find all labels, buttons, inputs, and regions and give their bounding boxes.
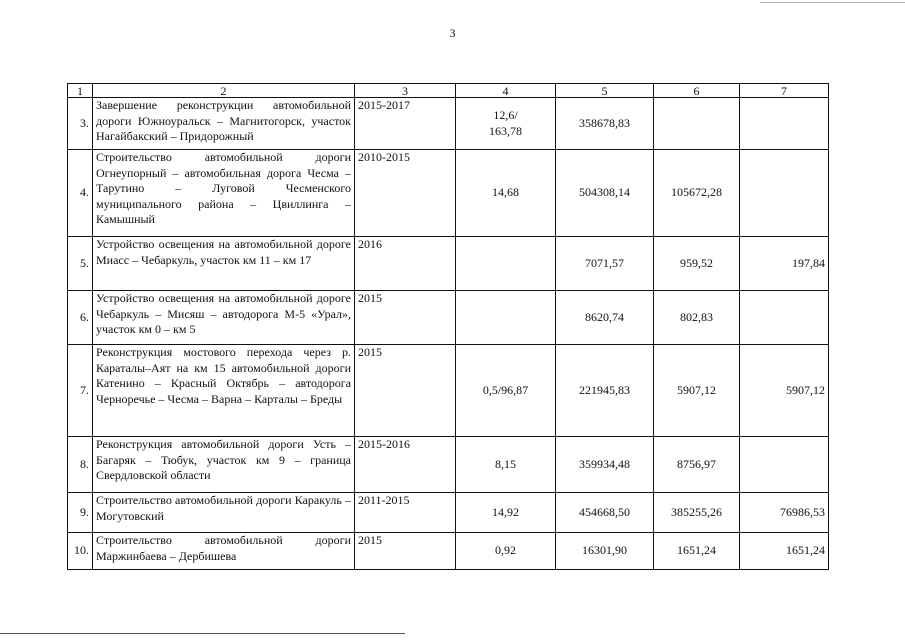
- value-col-7: [740, 291, 829, 345]
- project-length: 8,15: [456, 437, 556, 493]
- project-name: Завершение реконструкции автомобильной дороги Южноуральск – Магнитогорск, участок Нагайбакский – Придорожный: [93, 98, 355, 150]
- value-col-5: 359934,48: [556, 437, 654, 493]
- header-cell-5: 5: [556, 84, 654, 98]
- row-number: 7.: [68, 345, 93, 437]
- row-number: 8.: [68, 437, 93, 493]
- length-part-1: 12,6/: [493, 107, 518, 122]
- value-col-7: [740, 437, 829, 493]
- table-row: [68, 291, 829, 345]
- project-name: Устройство освещения на автомобильной дороге Миасс – Чебаркуль, участок км 11 – км 17: [93, 237, 355, 291]
- table-row: [68, 237, 829, 291]
- value-col-5: 221945,83: [556, 345, 654, 437]
- header-row: [68, 84, 829, 98]
- project-length: [456, 98, 556, 150]
- value-col-6: 1651,24: [654, 533, 740, 570]
- value-col-7: [740, 98, 829, 150]
- project-name: Строительство автомобильной дороги Маржинбаева – Дербишева: [93, 533, 355, 570]
- project-length: 14,92: [456, 493, 556, 533]
- header-cell-1: 1: [68, 84, 93, 98]
- project-name: Устройство освещения на автомобильной дороге Чебаркуль – Мисяш – автодорога М-5 «Урал», участок км 0 – км 5: [93, 291, 355, 345]
- value-col-7: 5907,12: [740, 345, 829, 437]
- value-col-5: 16301,90: [556, 533, 654, 570]
- page-number: 3: [449, 26, 456, 40]
- value-col-5: 358678,83: [556, 98, 654, 150]
- projects-table: [67, 83, 829, 570]
- header-cell-4: 4: [456, 84, 556, 98]
- value-col-6: 105672,28: [654, 150, 740, 237]
- value-col-7: 1651,24: [740, 533, 829, 570]
- project-years: 2015-2017: [355, 98, 456, 150]
- row-number: 4.: [68, 150, 93, 237]
- header-cell-7: 7: [740, 84, 829, 98]
- row-number: 9.: [68, 493, 93, 533]
- table-row: [68, 98, 829, 150]
- project-years: 2016: [355, 237, 456, 291]
- value-col-7: 76986,53: [740, 493, 829, 533]
- value-col-7: 197,84: [740, 237, 829, 291]
- project-name: Строительство автомобильной дороги Каракуль – Могутовский: [93, 493, 355, 533]
- project-years: 2011-2015: [355, 493, 456, 533]
- value-col-7: [740, 150, 829, 237]
- project-length: [456, 237, 556, 291]
- value-col-5: 504308,14: [556, 150, 654, 237]
- project-years: 2015-2016: [355, 437, 456, 493]
- row-number: 5.: [68, 237, 93, 291]
- table-row: [68, 437, 829, 493]
- table-row: [68, 345, 829, 437]
- table-row: [68, 493, 829, 533]
- value-col-5: 8620,74: [556, 291, 654, 345]
- project-years: 2015: [355, 291, 456, 345]
- value-col-5: 454668,50: [556, 493, 654, 533]
- project-years: 2015: [355, 345, 456, 437]
- project-name: Реконструкция автомобильной дороги Усть – Багаряк – Тюбук, участок км 9 – граница Свердловской области: [93, 437, 355, 493]
- value-col-6: 959,52: [654, 237, 740, 291]
- project-name: Реконструкция мостового перехода через р. Караталы–Аят на км 15 автомобильной дороги Катенино – Красный Октябрь – автодорога Черноречье – Чесма – Варна – Карталы – Бреды: [93, 345, 355, 437]
- table-row: [68, 533, 829, 570]
- row-number: 10.: [68, 533, 93, 570]
- scan-edge-line-bottom: [0, 633, 405, 634]
- project-years: 2015: [355, 533, 456, 570]
- scan-edge-line-top: [760, 2, 905, 3]
- value-col-6: 8756,97: [654, 437, 740, 493]
- header-cell-2: 2: [93, 84, 355, 98]
- value-col-6: [654, 98, 740, 150]
- value-col-6: 802,83: [654, 291, 740, 345]
- value-col-6: 385255,26: [654, 493, 740, 533]
- row-number: 6.: [68, 291, 93, 345]
- project-length: 0,5/96,87: [456, 345, 556, 437]
- row-number: 3.: [68, 98, 93, 150]
- length-part-2: 163,78: [489, 123, 522, 138]
- project-years: 2010-2015: [355, 150, 456, 237]
- project-name: Строительство автомобильной дороги Огнеупорный – автомобильная дорога Чесма – Тарутино – Луговой Чесменского муниципального района – Цвиллинга – Камышный: [93, 150, 355, 237]
- value-col-5: 7071,57: [556, 237, 654, 291]
- header-cell-6: 6: [654, 84, 740, 98]
- header-cell-3: 3: [355, 84, 456, 98]
- project-length: [456, 291, 556, 345]
- project-length: 0,92: [456, 533, 556, 570]
- project-length: 14,68: [456, 150, 556, 237]
- table-row: [68, 150, 829, 237]
- value-col-6: 5907,12: [654, 345, 740, 437]
